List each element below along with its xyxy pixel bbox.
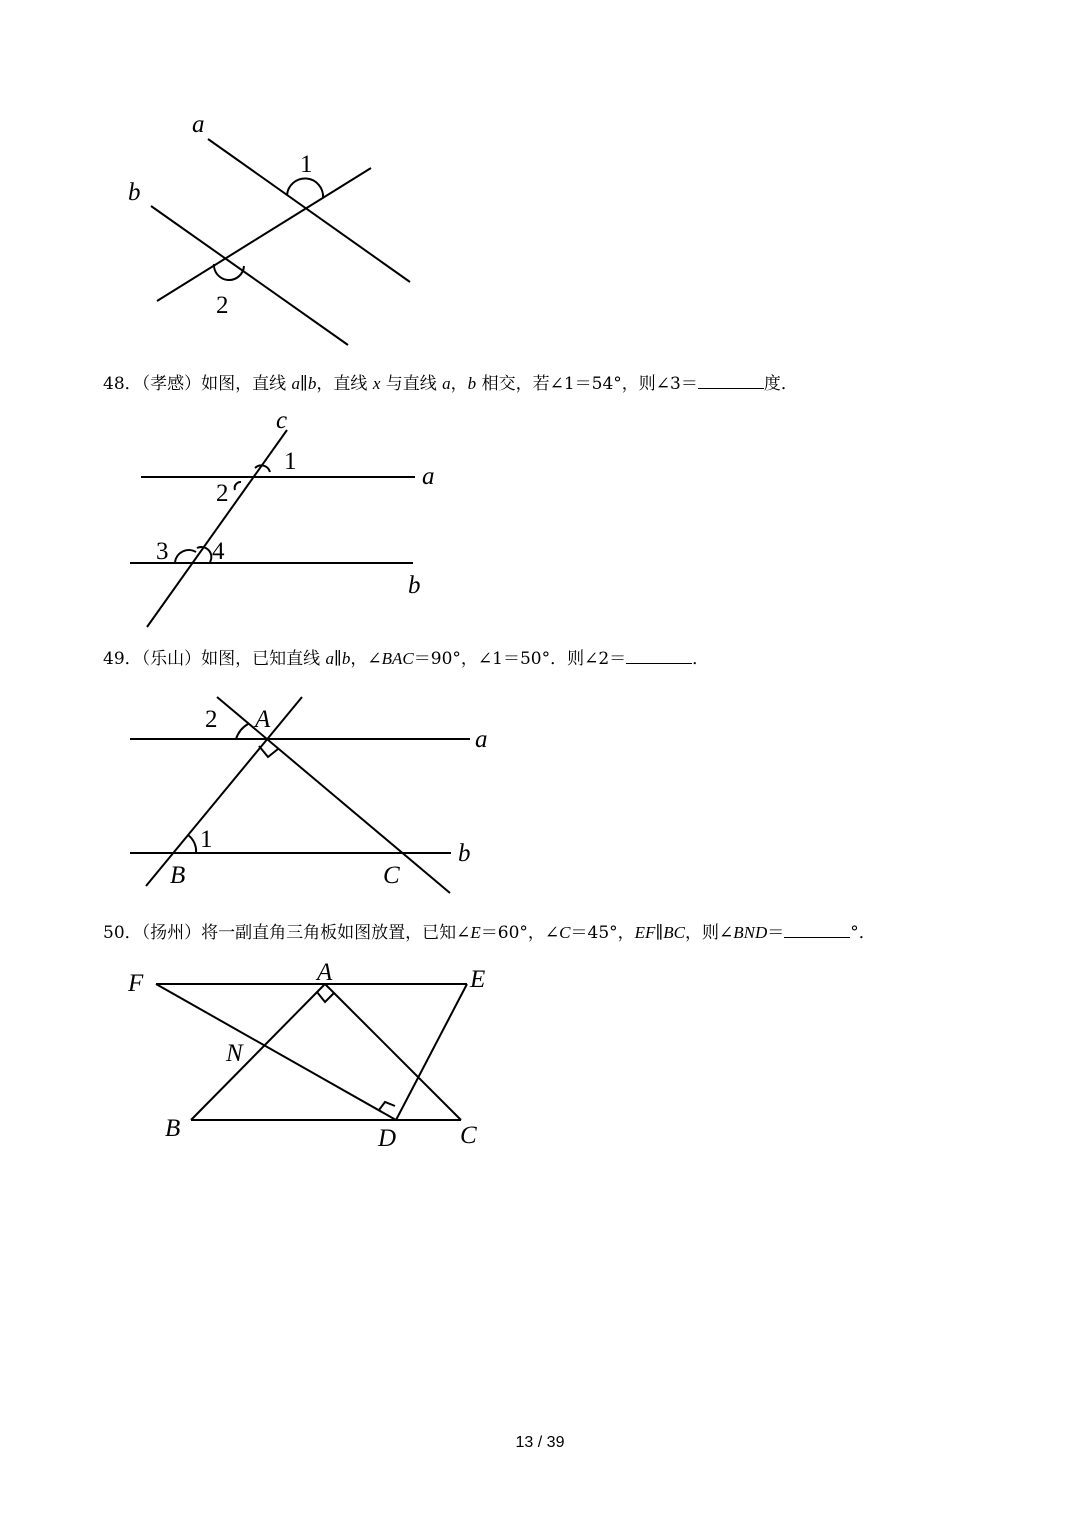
- q48-label-3: 3: [156, 538, 169, 565]
- q50-var: BC: [663, 923, 686, 942]
- q50-line-BA: [191, 984, 325, 1120]
- transversal: [157, 168, 371, 301]
- q48-angle-3-arc: [175, 550, 196, 562]
- q50-text: ，则∠: [685, 923, 734, 943]
- label-angle-1: 1: [300, 151, 313, 178]
- q48-var: x: [372, 374, 381, 393]
- q49-text: ．: [692, 649, 710, 669]
- q49-line-AB: [146, 697, 302, 886]
- q50-label-N: N: [226, 1040, 243, 1067]
- q49-text: 如图，已知直线: [201, 649, 326, 669]
- q49-label-A: A: [255, 706, 271, 733]
- q49-number: 49．: [103, 649, 142, 669]
- angle-2-arc: [214, 264, 244, 280]
- q49-parallel: ∥: [334, 649, 342, 669]
- q50-text: ＝60°，∠: [480, 923, 560, 943]
- q49-source: （乐山）: [141, 649, 202, 669]
- q50-var: E: [470, 923, 481, 942]
- q50-text: ＝45°，: [570, 923, 635, 943]
- q48-label-4: 4: [212, 538, 225, 565]
- q50-label-F: F: [128, 970, 144, 997]
- q48-label-c: c: [276, 407, 288, 434]
- q50-parallel: ∥: [655, 923, 664, 943]
- question-50: [103, 922, 876, 944]
- q50-label-C: C: [460, 1122, 477, 1149]
- q50-label-D: D: [378, 1125, 397, 1152]
- q49-label-a: a: [475, 726, 488, 753]
- q50-right-angle-D: [379, 1102, 395, 1110]
- q48-text: 如图，直线: [201, 374, 292, 394]
- q48-label-2: 2: [216, 480, 229, 507]
- page-number: 13 / 39: [515, 1434, 565, 1451]
- q49-angle-2-arc: [236, 724, 248, 739]
- q48-angle-2-arc: [235, 482, 241, 490]
- question-48: [103, 373, 798, 395]
- q48-text: 度．: [763, 374, 798, 394]
- q50-label-A: A: [317, 959, 333, 986]
- q48-source: （孝感）: [141, 374, 202, 394]
- answer-blank[interactable]: [784, 923, 850, 938]
- q49-angle-1-arc: [188, 835, 196, 853]
- q50-text: 将一副直角三角板如图放置，已知∠: [201, 923, 471, 943]
- label-a: a: [192, 111, 205, 138]
- q50-label-B: B: [165, 1115, 181, 1142]
- q49-label-b: b: [458, 840, 471, 867]
- label-b: b: [128, 179, 141, 206]
- q49-text: ＝90°，∠1＝50°．则∠2＝: [413, 649, 627, 669]
- q48-parallel: ∥: [300, 374, 308, 394]
- q49-var: BAC: [381, 649, 414, 668]
- q49-label-B: B: [170, 862, 186, 889]
- q50-source: （扬州）: [141, 923, 202, 943]
- answer-blank[interactable]: [698, 374, 764, 389]
- q49-label-1: 1: [200, 826, 213, 853]
- q50-text: °．: [850, 923, 876, 943]
- answer-blank[interactable]: [626, 649, 692, 664]
- q50-line-AC: [325, 984, 461, 1120]
- q48-text: 与直线: [380, 374, 443, 394]
- q50-label-E: E: [470, 966, 486, 993]
- q49-var: b: [341, 649, 351, 668]
- q49-right-angle: [259, 746, 278, 757]
- q50-var: C: [559, 923, 571, 942]
- q48-var: a: [442, 374, 451, 393]
- q49-var: a: [325, 649, 335, 668]
- q48-text: ，直线: [316, 374, 373, 394]
- question-49: [103, 648, 709, 670]
- q50-line-DE: [396, 984, 467, 1120]
- q50-right-angle-A: [317, 992, 334, 1002]
- angle-1-arc: [287, 178, 323, 198]
- q48-label-a: a: [422, 463, 435, 490]
- q48-text: ，: [450, 374, 468, 394]
- line-b: [151, 206, 348, 345]
- q48-line-c: [147, 430, 287, 627]
- q48-label-1: 1: [284, 448, 297, 475]
- q50-text: ＝: [767, 923, 785, 943]
- q50-number: 50．: [103, 923, 142, 943]
- q48-label-b: b: [408, 572, 421, 599]
- label-angle-2: 2: [216, 292, 229, 319]
- q49-text: ，∠: [350, 649, 382, 669]
- q50-line-FD: [156, 984, 396, 1120]
- q50-var: BND: [733, 923, 768, 942]
- q49-label-C: C: [383, 862, 400, 889]
- q49-line-AC: [217, 697, 450, 893]
- q50-var: EF: [634, 923, 656, 942]
- q49-label-2: 2: [205, 706, 218, 733]
- q48-text: 相交，若∠1＝54°，则∠3＝: [476, 374, 698, 394]
- q48-number: 48．: [103, 374, 142, 394]
- q48-var: b: [467, 374, 477, 393]
- q48-var: a: [291, 374, 301, 393]
- q48-var: b: [307, 374, 317, 393]
